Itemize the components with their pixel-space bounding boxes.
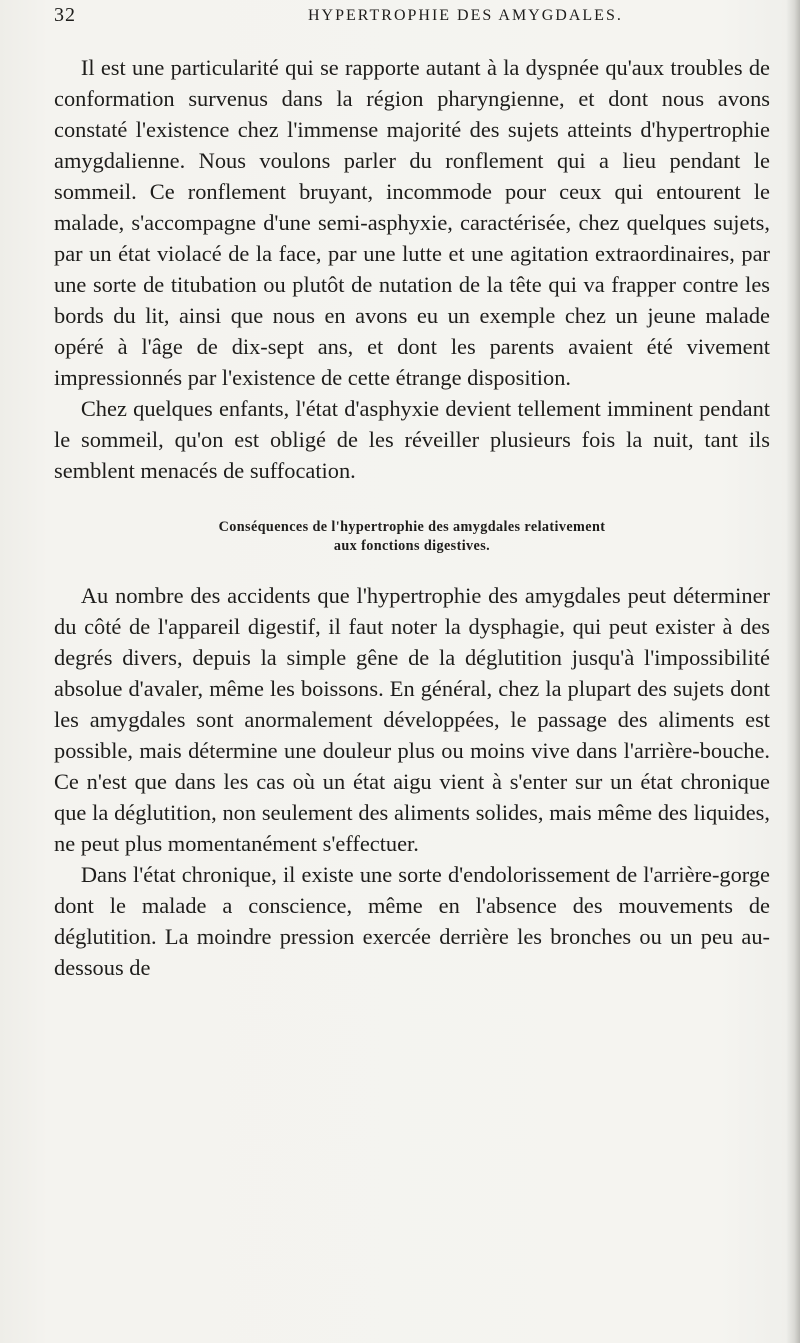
- section-heading-line-2: aux fonctions digestives.: [333, 538, 491, 554]
- paragraph-asphyxia: Chez quelques enfants, l'état d'asphyxie devient tellement imminent pendant le sommeil, qu'on est obligé de les réveiller plusieurs fois la nuit, tant ils semblent menacés de suffocation.: [54, 396, 770, 483]
- paragraph-chronic-state: Dans l'état chronique, il existe une sorte d'endolorissement de l'arrière-gorge dont le malade a conscience, même en l'absence des mouvements de déglutition. La moindre pression exercée derrière les bronches ou un peu au-dessous de: [54, 862, 770, 980]
- body-text: [54, 52, 770, 983]
- page-number: 32: [54, 4, 76, 26]
- paragraph-dysphagia: Au nombre des accidents que l'hypertrophie des amygdales peut déterminer du côté de l'appareil digestif, il faut noter la dysphagie, qui peut exister à des degrés divers, depuis la simple gêne de la déglutition jusqu'à l'impossibilité absolue d'avaler, même les boissons. En général, chez la plupart des sujets dont les amygdales sont anormalement développées, le passage des aliments est possible, mais détermine une douleur plus ou moins vive dans l'arrière-bouche. Ce n'est que dans les cas où un état aigu vient à s'enter sur un état chronique que la déglutition, non seulement des aliments solides, mais même des liquides, ne peut plus momentanément s'effectuer.: [54, 583, 770, 856]
- section-heading-line-1: Conséquences de l'hypertrophie des amygdales relativement: [218, 519, 606, 535]
- section-heading: [54, 518, 770, 556]
- page-header: [48, 4, 770, 34]
- paragraph-snoring: Il est une particularité qui se rapporte autant à la dyspnée qu'aux troubles de conformation survenus dans la région pharyngienne, et dont nous avons constaté l'existence chez l'immense majorité des sujets atteints d'hypertrophie amygdalienne. Nous voulons parler du ronflement qui a lieu pendant le sommeil. Ce ronflement bruyant, incommode pour ceux qui entourent le malade, s'accompagne d'une semi-asphyxie, caractérisée, chez quelques sujets, par un état violacé de la face, par une lutte et une agitation extraordinaires, par une sorte de titubation ou plutôt de nutation de la tête qui va frapper contre les bords du lit, ainsi que nous en avons eu un exemple chez un jeune malade opéré à l'âge de dix-sept ans, et dont les parents avaient été vivement impressionnés par l'existence de cette étrange disposition.: [54, 55, 770, 390]
- running-head: HYPERTROPHIE DES AMYGDALES.: [308, 7, 623, 24]
- page-edge-shadow: [786, 0, 800, 1343]
